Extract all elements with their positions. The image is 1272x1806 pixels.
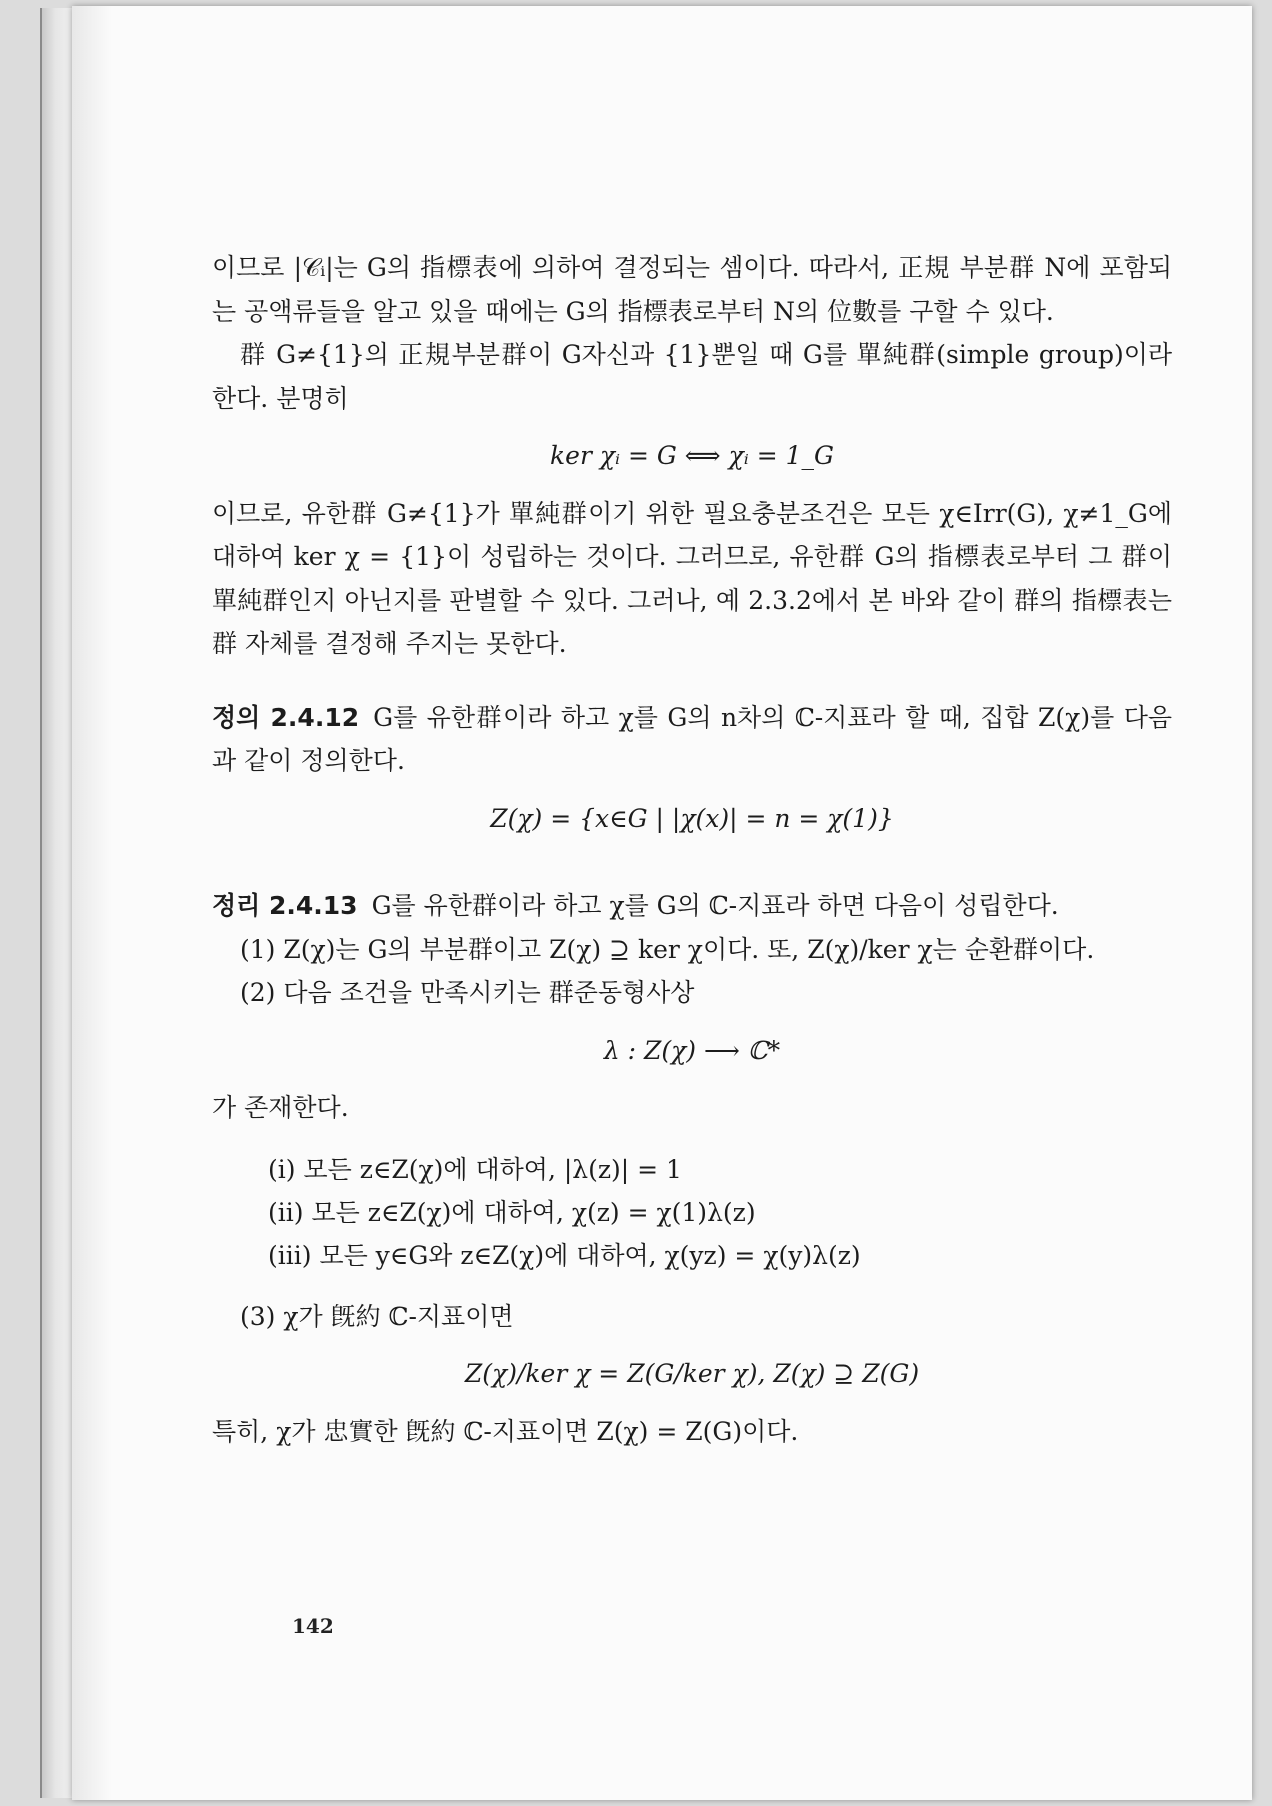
definition-body: G를 유한群이라 하고 χ를 G의 n차의 ℂ-지표라 할 때, 집합 Z(χ)를 다음과 같이 정의한다. bbox=[212, 702, 1173, 775]
theorem-part-2: (2) 다음 조건을 만족시키는 群준동형사상 bbox=[240, 978, 695, 1007]
paragraph-3: 이므로, 유한群 G≠{1}가 單純群이기 위한 필요충분조건은 모든 χ∈Irr(G), χ≠1_G에 대하여 ker χ = {1}이 성립하는 것이다. 그러므로, 유한群 G의 指標表로부터 그 群이 單純群인지 아닌지를 판별할 수 있다. 그러나, 예 2.3.2에서 본 바와 같이 群의 指標表는 群 자체를 결정해 주지는 못한다. bbox=[212, 498, 1172, 658]
book-edge bbox=[40, 8, 76, 1798]
theorem-heading: 정리 2.4.13 bbox=[212, 891, 358, 920]
paragraph-1: 이므로 |𝒞ᵢ|는 G의 指標表에 의하여 결정되는 셈이다. 따라서, 正規 부분群 N에 포함되는 공액류들을 알고 있을 때에는 G의 指標表로부터 N의 位數를 구할 수 있다. bbox=[212, 253, 1172, 326]
definition-2-4-12 bbox=[212, 696, 1172, 783]
condition-ii: (ii) 모든 z∈Z(χ)에 대하여, χ(z) = χ(1)λ(z) bbox=[268, 1197, 756, 1227]
theorem-part-1: (1) Z(χ)는 G의 부분群이고 Z(χ) ⊇ ker χ이다. 또, Z(χ)/ker χ는 순환群이다. bbox=[240, 934, 1095, 964]
condition-i: (i) 모든 z∈Z(χ)에 대하여, |λ(z)| = 1 bbox=[268, 1154, 682, 1184]
page-text bbox=[212, 246, 1172, 1453]
page-number: 142 bbox=[292, 1614, 334, 1638]
book-page bbox=[72, 6, 1252, 1800]
theorem-body: G를 유한群이라 하고 χ를 G의 ℂ-지표라 하면 다음이 성립한다. bbox=[371, 891, 1059, 920]
theorem-map-equation: λ : Z(χ) ⟶ ℂ* bbox=[603, 1035, 781, 1065]
theorem-conclusion: 특히, χ가 忠實한 旣約 ℂ-지표이면 Z(χ) = Z(G)이다. bbox=[212, 1416, 799, 1446]
theorem-part-3: (3) χ가 旣約 ℂ-지표이면 bbox=[240, 1301, 514, 1331]
definition-equation: Z(χ) = {x∈G | |χ(x)| = n = χ(1)} bbox=[490, 803, 894, 833]
definition-heading: 정의 2.4.12 bbox=[212, 702, 360, 732]
theorem-exists: 가 존재한다. bbox=[212, 1093, 349, 1122]
theorem-equation-3: Z(χ)/ker χ = Z(G/ker χ), Z(χ) ⊇ Z(G) bbox=[464, 1359, 920, 1388]
spine-shadow bbox=[72, 6, 112, 1800]
equation-kernel: ker χᵢ = G ⟺ χᵢ = 1_G bbox=[550, 441, 834, 470]
paragraph-2: 群 G≠{1}의 正規부분群이 G자신과 {1}뿐일 때 G를 單純群(simple group)이라 한다. 분명히 bbox=[212, 340, 1172, 413]
condition-iii: (iii) 모든 y∈G와 z∈Z(χ)에 대하여, χ(yz) = χ(y)λ(z) bbox=[268, 1240, 861, 1270]
theorem-2-4-13 bbox=[212, 884, 1172, 928]
